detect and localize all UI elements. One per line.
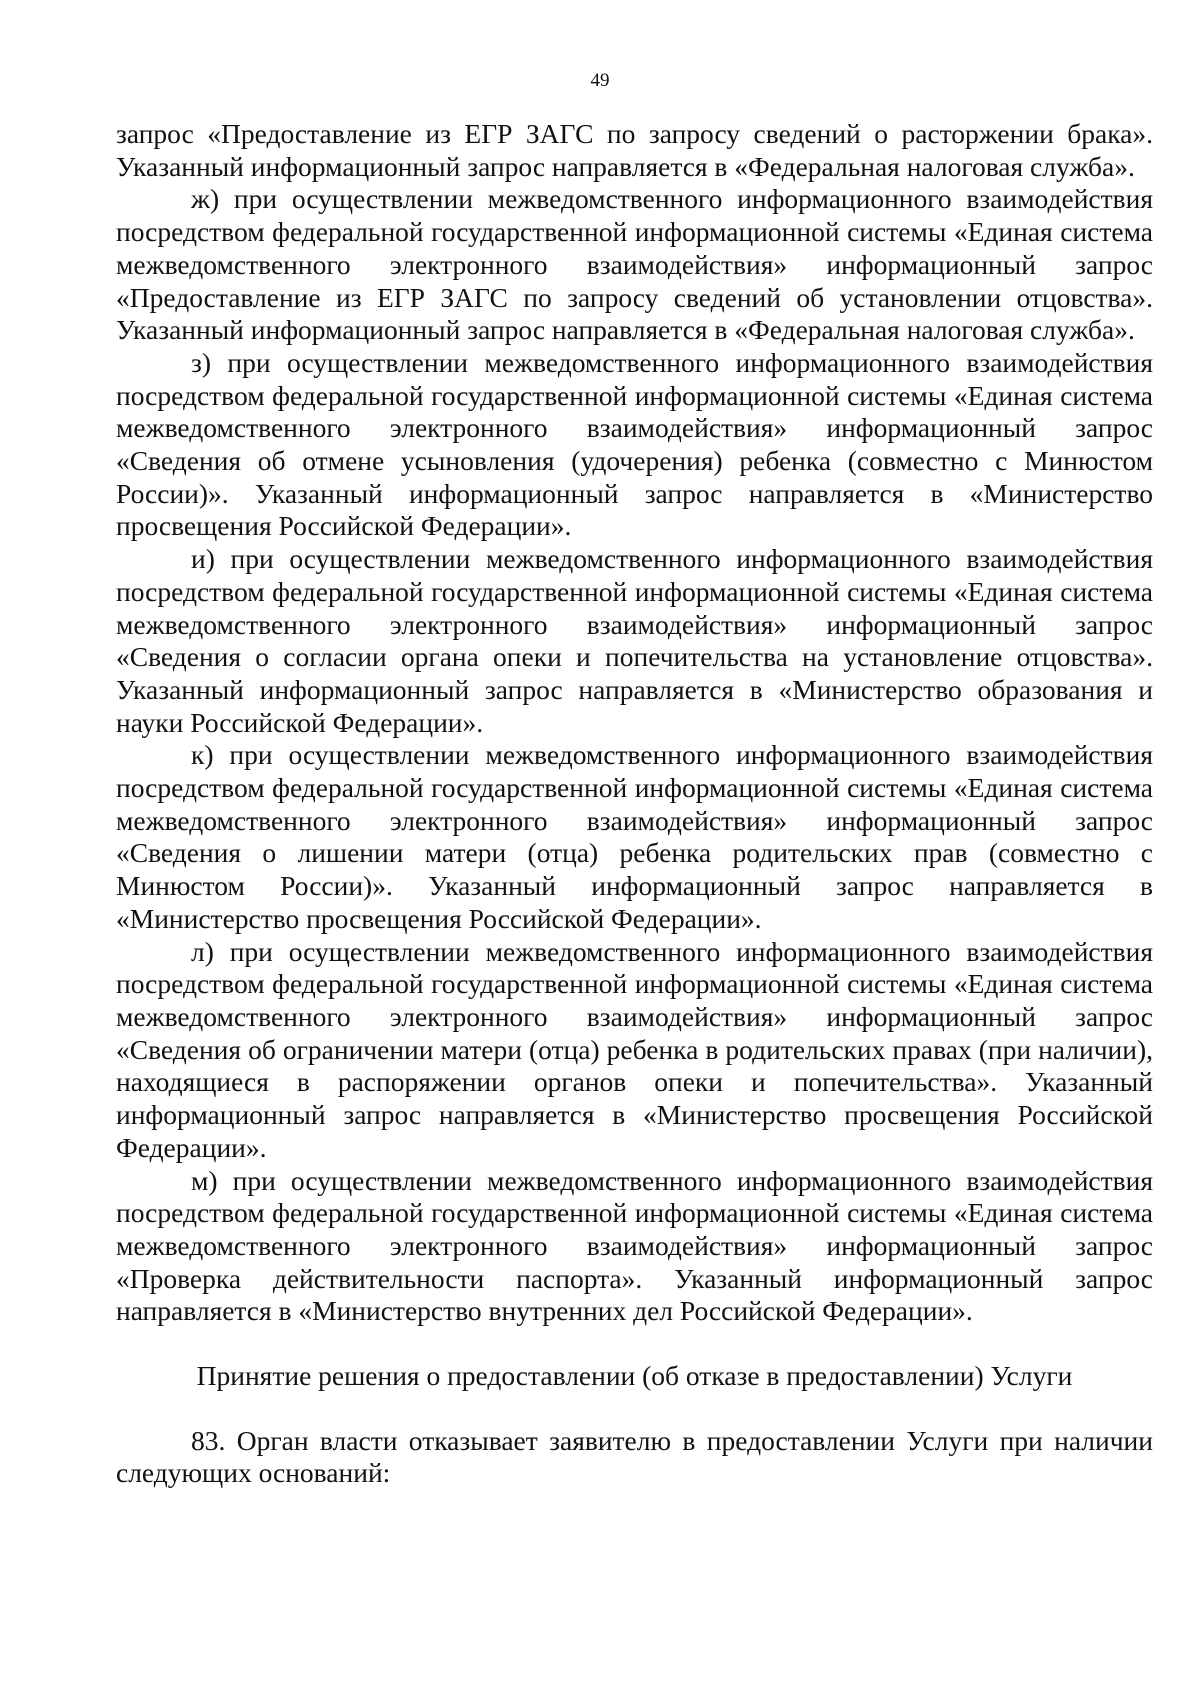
paragraph-item-z: з) при осуществлении межведомственного информационного взаимодействия посредством федеральной государственной информационной системы «Единая система межведомственного электронного взаимодействия» информационный запрос «Сведения об отмене усыновления (удочерения) ребенка (совместно с Минюстом России)». Указанный информационный запрос направляется в «Министерство просвещения Российской Федерации». bbox=[116, 346, 1153, 542]
paragraph-83: 83. Орган власти отказывает заявителю в предоставлении Услуги при наличии следующих оснований: bbox=[116, 1424, 1153, 1489]
page-number: 49 bbox=[590, 70, 610, 91]
paragraph-item-k: к) при осуществлении межведомственного информационного взаимодействия посредством федеральной государственной информационной системы «Единая система межведомственного электронного взаимодействия» информационный запрос «Сведения о лишении матери (отца) ребенка родительских прав (совместно с Минюстом России)». Указанный информационный запрос направляется в «Министерство просвещения Российской Федерации». bbox=[116, 739, 1153, 934]
section-heading: Принятие решения о предоставлении (об отказе в предоставлении) Услуги bbox=[196, 1360, 1073, 1392]
paragraph-item-i: и) при осуществлении межведомственного информационного взаимодействия посредством федеральной государственной информационной системы «Единая система межведомственного электронного взаимодействия» информационный запрос «Сведения о согласии органа опеки и попечительства на установление отцовства». Указанный информационный запрос направляется в «Министерство образования и науки Российской Федерации». bbox=[116, 543, 1153, 738]
paragraph-continuation: запрос «Предоставление из ЕГР ЗАГС по запросу сведений о расторжении брака». Указанный информационный запрос направляется в «Федеральная налоговая служба». bbox=[116, 118, 1153, 182]
paragraph-item-zh: ж) при осуществлении межведомственного информационного взаимодействия посредством федеральной государственной информационной системы «Единая система межведомственного электронного взаимодействия» информационный запрос «Предоставление из ЕГР ЗАГС по запросу сведений об установлении отцовства». Указанный информационный запрос направляется в «Федеральная налоговая служба». bbox=[116, 183, 1153, 346]
document-body bbox=[116, 118, 1153, 1490]
paragraph-item-l: л) при осуществлении межведомственного информационного взаимодействия посредством федеральной государственной информационной системы «Единая система межведомственного электронного взаимодействия» информационный запрос «Сведения об ограничении матери (отца) ребенка в родительских правах (при наличии), находящиеся в распоряжении органов опеки и попечительства». Указанный информационный запрос направляется в «Министерство просвещения Российской Федерации». bbox=[116, 935, 1153, 1163]
paragraph-item-m: м) при осуществлении межведомственного информационного взаимодействия посредством федеральной государственной информационной системы «Единая система межведомственного электронного взаимодействия» информационный запрос «Проверка действительности паспорта». Указанный информационный запрос направляется в «Министерство внутренних дел Российской Федерации». bbox=[116, 1164, 1153, 1327]
